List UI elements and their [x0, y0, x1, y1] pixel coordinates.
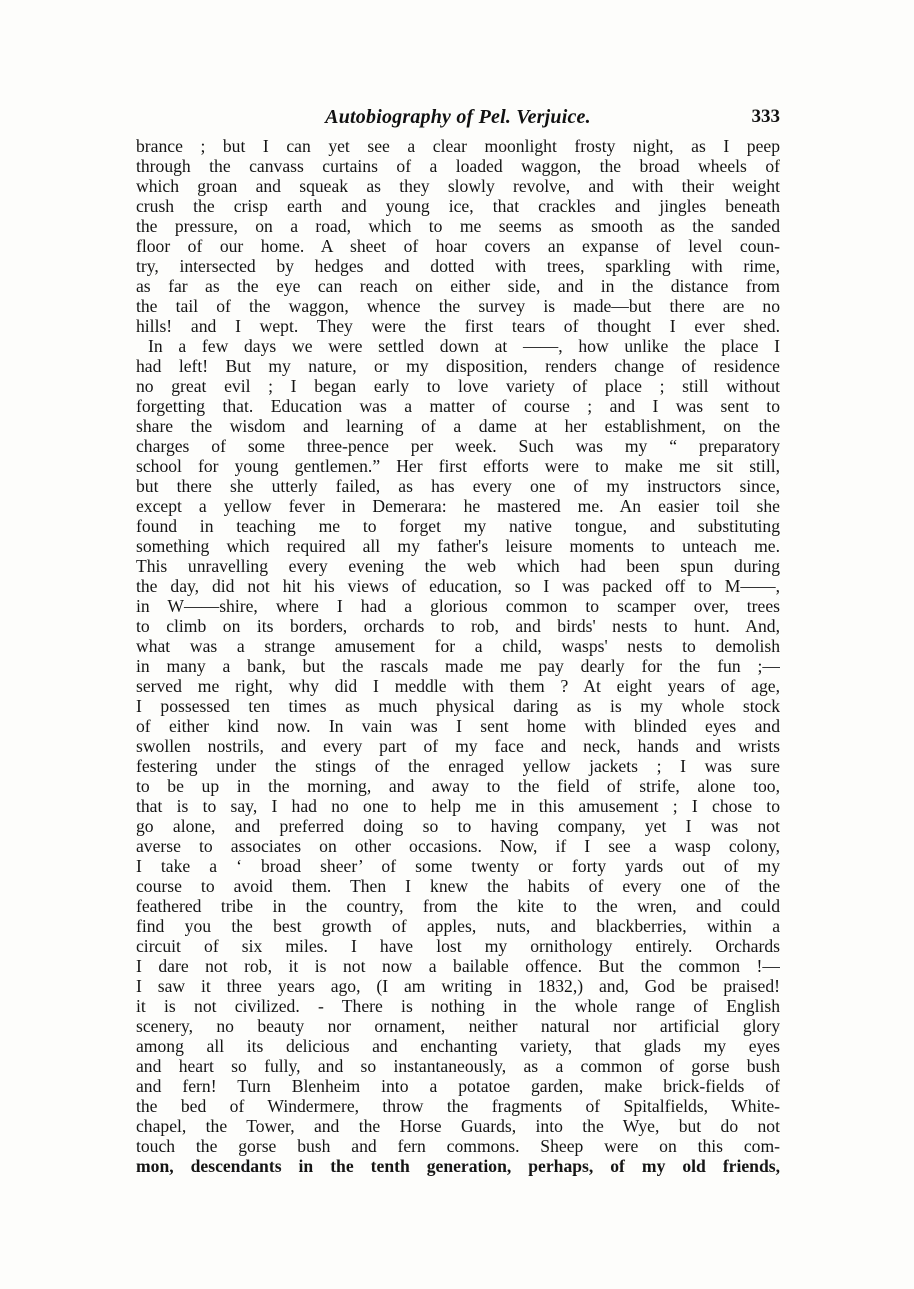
text-line: that is to say, I had no one to help me in this amusement ; I chose to: [136, 796, 780, 816]
text-line: mon, descendants in the tenth generation, perhaps, of my old friends,: [136, 1156, 780, 1176]
text-line: averse to associates on other occasions. Now, if I see a wasp colony,: [136, 836, 780, 856]
text-line: something which required all my father's leisure moments to unteach me.: [136, 536, 780, 556]
text-line: try, intersected by hedges and dotted with trees, sparkling with rime,: [136, 256, 780, 276]
text-line: floor of our home. A sheet of hoar covers an expanse of level coun-: [136, 236, 780, 256]
text-line: which groan and squeak as they slowly revolve, and with their weight: [136, 176, 780, 196]
text-line: I dare not rob, it is not now a bailable offence. But the common !—: [136, 956, 780, 976]
text-line: school for young gentlemen.” Her first efforts were to make me sit still,: [136, 456, 780, 476]
text-line: the bed of Windermere, throw the fragments of Spitalfields, White-: [136, 1096, 780, 1116]
text-line: but there she utterly failed, as has every one of my instructors since,: [136, 476, 780, 496]
text-line: share the wisdom and learning of a dame at her establishment, on the: [136, 416, 780, 436]
text-line: and heart so fully, and so instantaneously, as a common of gorse bush: [136, 1056, 780, 1076]
text-line: touch the gorse bush and fern commons. Sheep were on this com-: [136, 1136, 780, 1156]
text-line: go alone, and preferred doing so to having company, yet I was not: [136, 816, 780, 836]
text-line: found in teaching me to forget my native tongue, and substituting: [136, 516, 780, 536]
text-line: the tail of the waggon, whence the survey is made—but there are no: [136, 296, 780, 316]
text-line: This unravelling every evening the web which had been spun during: [136, 556, 780, 576]
text-line: hills! and I wept. They were the first tears of thought I ever shed.: [136, 316, 780, 336]
text-line: chapel, the Tower, and the Horse Guards, into the Wye, but do not: [136, 1116, 780, 1136]
text-line: the day, did not hit his views of education, so I was packed off to M——,: [136, 576, 780, 596]
text-line: festering under the stings of the enraged yellow jackets ; I was sure: [136, 756, 780, 776]
text-line: to be up in the morning, and away to the field of strife, alone too,: [136, 776, 780, 796]
text-line: feathered tribe in the country, from the kite to the wren, and could: [136, 896, 780, 916]
text-line: the pressure, on a road, which to me seems as smooth as the sanded: [136, 216, 780, 236]
text-line: crush the crisp earth and young ice, that crackles and jingles beneath: [136, 196, 780, 216]
text-line: among all its delicious and enchanting variety, that glads my eyes: [136, 1036, 780, 1056]
page-header: [136, 106, 780, 136]
text-line: in many a bank, but the rascals made me pay dearly for the fun ;—: [136, 656, 780, 676]
text-line: except a yellow fever in Demerara: he mastered me. An easier toil she: [136, 496, 780, 516]
text-line: swollen nostrils, and every part of my face and neck, hands and wrists: [136, 736, 780, 756]
text-line: brance ; but I can yet see a clear moonlight frosty night, as I peep: [136, 136, 780, 156]
text-line: charges of some three-pence per week. Such was my “ preparatory: [136, 436, 780, 456]
text-line: of either kind now. In vain was I sent home with blinded eyes and: [136, 716, 780, 736]
body-text: [136, 136, 780, 1176]
text-line: it is not civilized. - There is nothing in the whole range of English: [136, 996, 780, 1016]
text-line: through the canvass curtains of a loaded waggon, the broad wheels of: [136, 156, 780, 176]
text-line: In a few days we were settled down at ——, how unlike the place I: [148, 336, 780, 356]
text-line: I possessed ten times as much physical daring as is my whole stock: [136, 696, 780, 716]
text-line: as far as the eye can reach on either side, and in the distance from: [136, 276, 780, 296]
text-line: I take a ‘ broad sheer’ of some twenty or forty yards out of my: [136, 856, 780, 876]
text-line: I saw it three years ago, (I am writing in 1832,) and, God be praised!: [136, 976, 780, 996]
text-line: no great evil ; I began early to love variety of place ; still without: [136, 376, 780, 396]
text-line: course to avoid them. Then I knew the habits of every one of the: [136, 876, 780, 896]
text-line: find you the best growth of apples, nuts, and blackberries, within a: [136, 916, 780, 936]
text-line: what was a strange amusement for a child, wasps' nests to demolish: [136, 636, 780, 656]
text-line: served me right, why did I meddle with them ? At eight years of age,: [136, 676, 780, 696]
running-title: Autobiography of Pel. Verjuice.: [325, 106, 591, 128]
text-line: to climb on its borders, orchards to rob, and birds' nests to hunt. And,: [136, 616, 780, 636]
text-line: forgetting that. Education was a matter of course ; and I was sent to: [136, 396, 780, 416]
page-number: 333: [751, 106, 780, 127]
text-line: in W——shire, where I had a glorious common to scamper over, trees: [136, 596, 780, 616]
text-line: circuit of six miles. I have lost my ornithology entirely. Orchards: [136, 936, 780, 956]
text-line: had left! But my nature, or my disposition, renders change of residence: [136, 356, 780, 376]
text-line: and fern! Turn Blenheim into a potatoe garden, make brick-fields of: [136, 1076, 780, 1096]
text-line: scenery, no beauty nor ornament, neither natural nor artificial glory: [136, 1016, 780, 1036]
